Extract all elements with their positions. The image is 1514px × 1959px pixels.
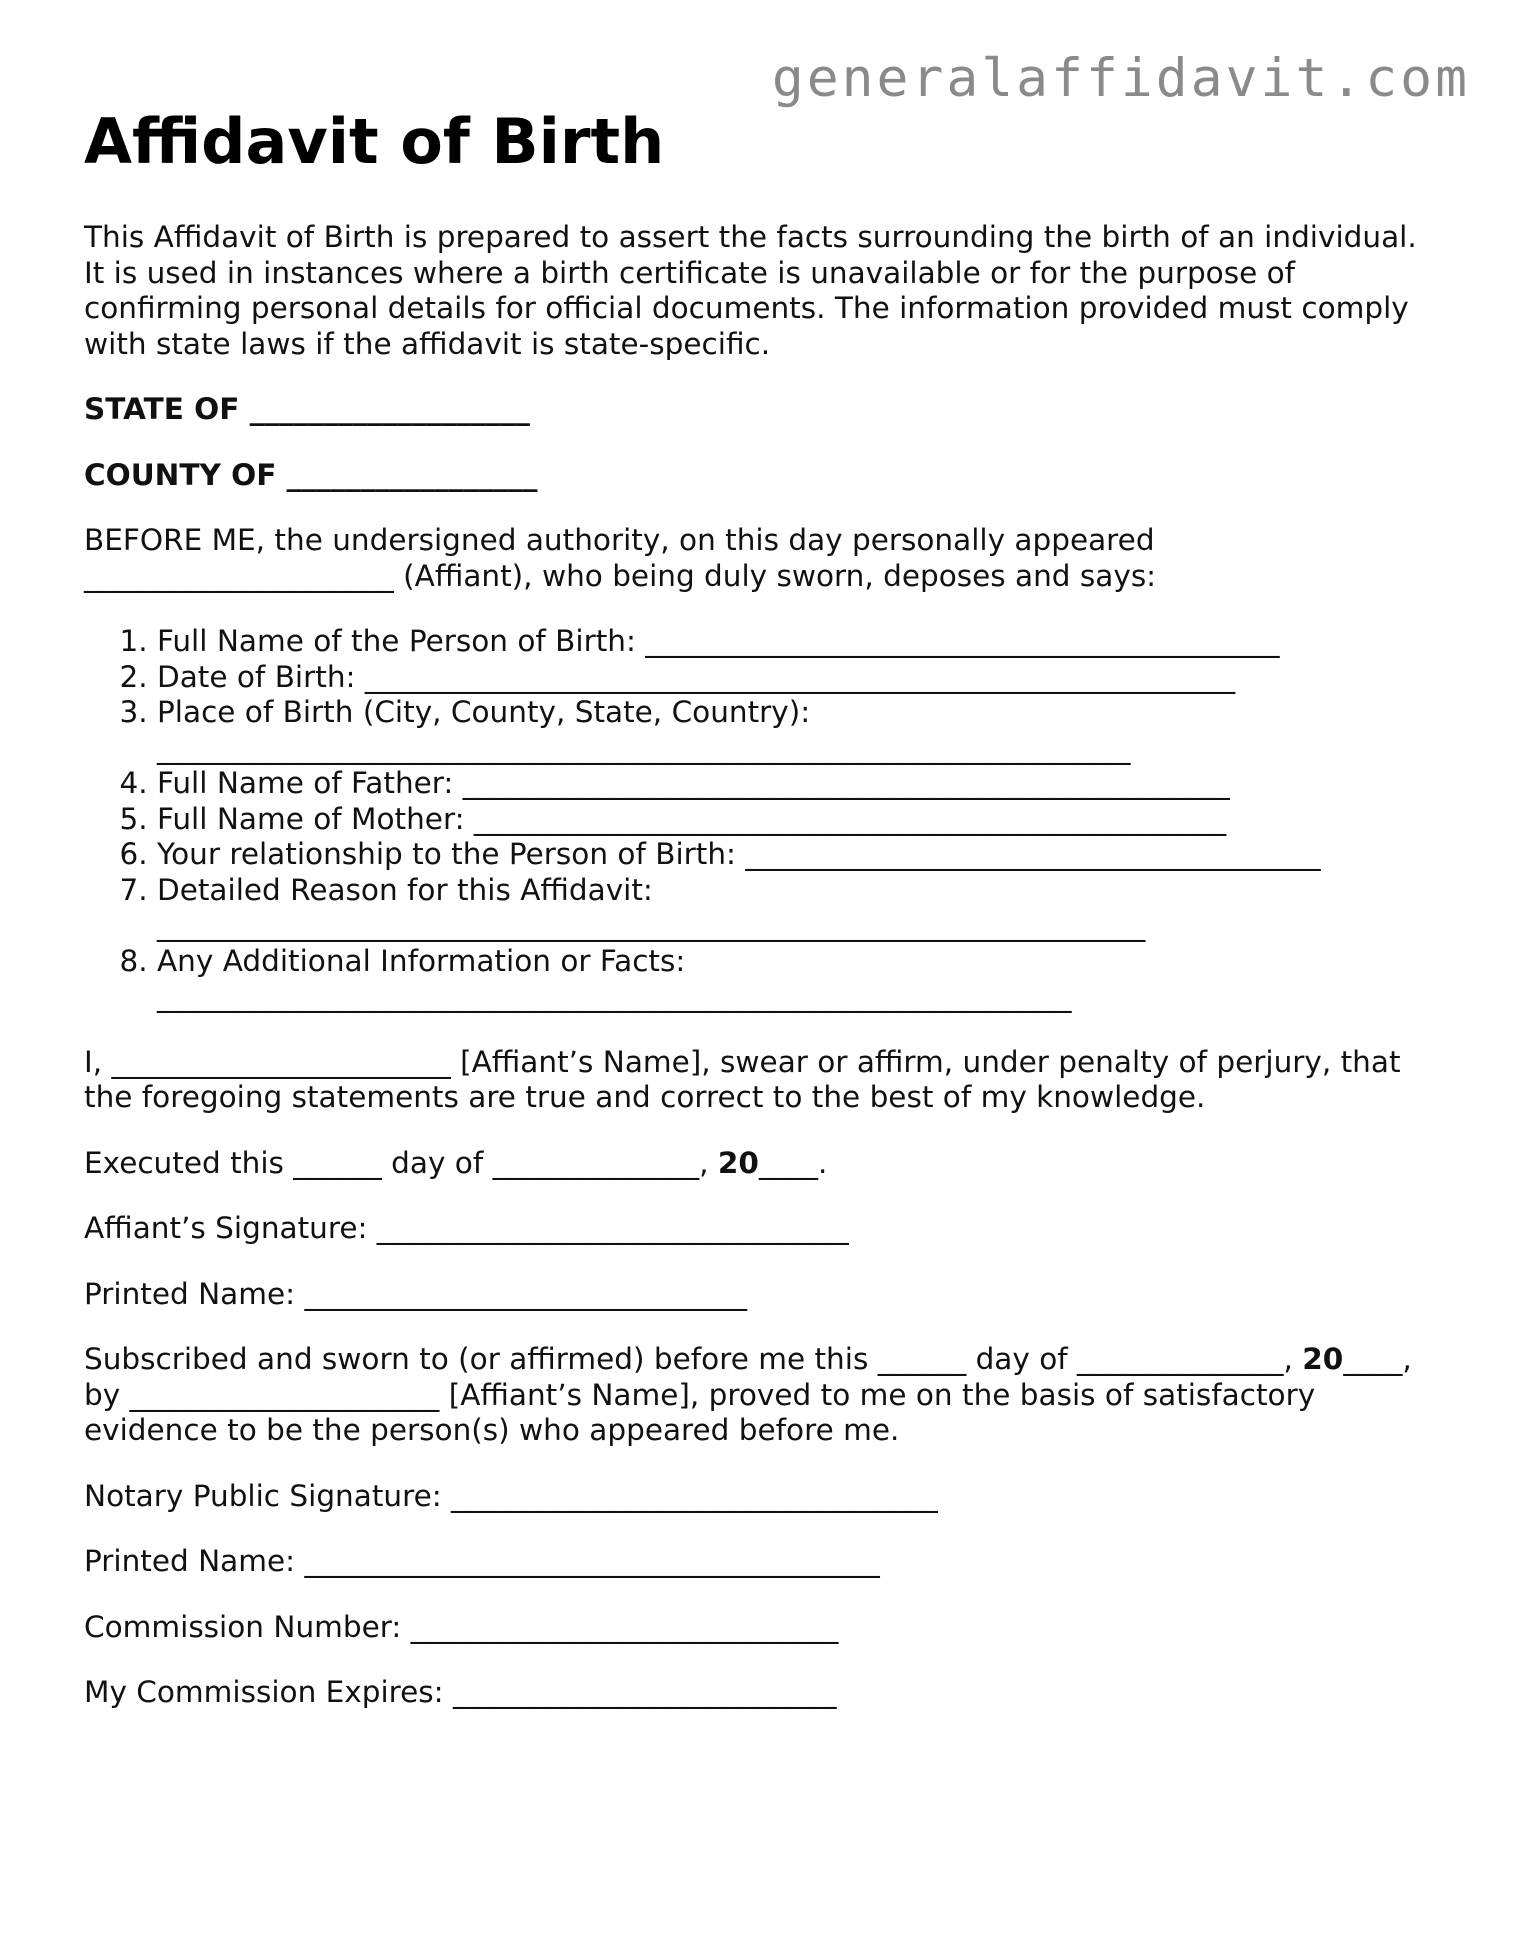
- commission-number-line: Commission Number: _____________________________: [84, 1609, 839, 1644]
- statement-list: [84, 624, 1444, 1015]
- county-field: COUNTY OF _________________: [84, 457, 538, 492]
- item-mother-name: Full Name of Mother: ___________________________________________________: [157, 801, 1227, 836]
- list-item: [157, 660, 1444, 696]
- affiant-printed-name-line: Printed Name: ______________________________: [84, 1276, 747, 1311]
- executed-suffix: ____.: [758, 1145, 828, 1180]
- list-item: [157, 695, 1444, 766]
- before-me-line-2: _____________________ (Affiant), who being duly sworn, deposes and says:: [84, 558, 1157, 593]
- item-reason-blank: ___________________________________________________________________: [157, 908, 1146, 942]
- intro-paragraph: This Affidavit of Birth is prepared to assert the facts surrounding the birth of an individual. It is used in instances where a birth certificate is unavailable or for the purpose of confirming personal details for official documents. The information provided must comply with state laws if the affidavit is state-specific.: [84, 220, 1417, 361]
- item-place-of-birth-blank: __________________________________________________________________: [157, 730, 1131, 765]
- subscribed-line-2: by _____________________ [Affiant’s Name], proved to me on the basis of satisfactory: [84, 1377, 1316, 1412]
- executed-prefix: Executed this ______ day of ______________,: [84, 1145, 718, 1180]
- document-title: Affidavit of Birth: [84, 105, 665, 178]
- subscribed-line-1: [84, 1342, 1444, 1378]
- subscribed-prefix: Subscribed and sworn to (or affirmed) before me this ______ day of ______________,: [84, 1342, 1303, 1376]
- list-item: [157, 802, 1444, 838]
- item-reason: 7. Detailed Reason for this Affidavit:: [157, 872, 653, 907]
- item-additional-info-blank: ______________________________________________________________: [157, 979, 1072, 1013]
- swear-paragraph: [84, 1045, 1444, 1116]
- state-field: STATE OF ___________________: [84, 392, 530, 426]
- item-date-of-birth: Date of Birth: ___________________________________________________________: [157, 659, 1236, 694]
- subscribed-year: 20: [1302, 1342, 1344, 1376]
- item-full-name: Full Name of the Person of Birth: ___________________________________________: [157, 624, 1280, 658]
- watermark: generalaffidavit.com: [771, 48, 1470, 109]
- swear-line-2: the foregoing statements are true and correct to the best of my knowledge.: [84, 1080, 1206, 1114]
- list-item: [157, 873, 1444, 944]
- subscribed-line-3: evidence to be the person(s) who appeared before me.: [84, 1413, 900, 1447]
- subscribed-suffix: ____,: [1343, 1342, 1412, 1376]
- executed-date-line: [84, 1146, 1444, 1182]
- before-me-paragraph: [84, 523, 1444, 594]
- notary-signature-line: Notary Public Signature: _________________________________: [84, 1478, 938, 1513]
- list-item: [157, 766, 1444, 802]
- before-me-line-1: BEFORE ME, the undersigned authority, on this day personally appeared: [84, 523, 1155, 557]
- executed-year: 20: [717, 1145, 759, 1180]
- swear-line-1: I, _______________________ [Affiant’s Name], swear or affirm, under penalty of perjury, that: [84, 1044, 1401, 1079]
- list-item: [157, 837, 1444, 873]
- item-place-of-birth: 3. Place of Birth (City, County, State, Country):: [157, 695, 811, 729]
- list-item: [157, 944, 1444, 1015]
- commission-expires-line: My Commission Expires: __________________________: [84, 1675, 837, 1709]
- notary-printed-name-line: Printed Name: _______________________________________: [84, 1544, 880, 1578]
- list-item: [157, 624, 1444, 660]
- affiant-signature-line: Affiant’s Signature: ________________________________: [84, 1211, 849, 1245]
- affidavit-document: [84, 100, 1444, 1711]
- item-relationship: Your relationship to the Person of Birth: _______________________________________: [157, 837, 1321, 871]
- item-additional-info: 8. Any Additional Information or Facts:: [157, 943, 686, 978]
- subscribed-paragraph: [84, 1342, 1444, 1449]
- item-father-name: Full Name of Father: ____________________________________________________: [157, 766, 1230, 800]
